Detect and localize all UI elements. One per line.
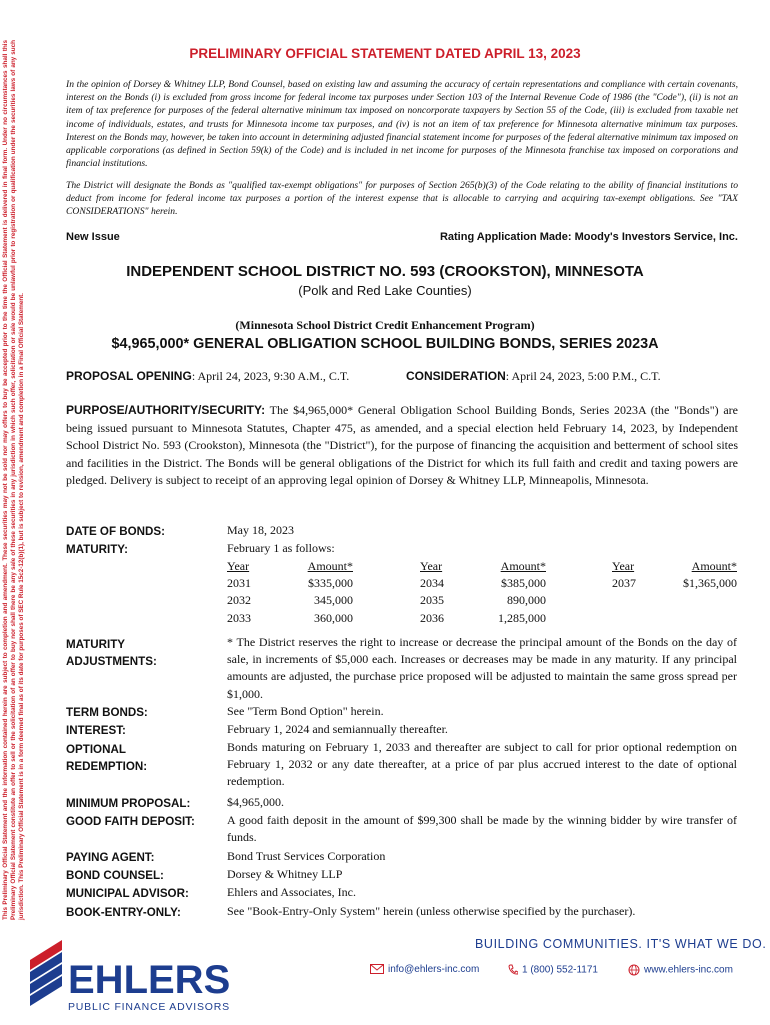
maturity-row (420, 610, 546, 627)
purpose-label: PURPOSE/AUTHORITY/SECURITY: (66, 403, 266, 417)
maturity-adjustments-label-line1: MATURITY (66, 638, 126, 651)
maturity-row (420, 592, 546, 609)
purpose-text: The $4,965,000* General Obligation School Building Bonds, Series 2023A (the "Bonds") are being issued pursuant to Minnesota Statutes, Chapter 475, as amended, and a special election held February 14, 2023, by Independent School District No. 593 (Crookston), Minnesota (the "District"), for the purpose of financing the acquisition and betterment of school sites and facilities in the District. The Bonds will be general obligations of the District for which its full faith and credit and taxing powers are pledged. Delivery is subject to receipt of an approving legal opinion of Dorsey & Whitney LLP, Minneapolis, Minnesota. (66, 403, 738, 488)
maturity-year: 2033 (227, 610, 251, 625)
year-header: Year (227, 559, 250, 573)
book-entry-only-value: See "Book-Entry-Only System" herein (unless otherwise specified by the purchaser). (227, 904, 636, 918)
maturity-year: 2037 (612, 576, 636, 591)
program-title: (Minnesota School District Credit Enhancement Program) (235, 318, 535, 332)
new-issue-label: New Issue (66, 231, 120, 243)
maturity-amount: $335,000 (308, 576, 353, 591)
proposal-opening-value: : April 24, 2023, 9:30 A.M., C.T. (191, 369, 350, 383)
bond-counsel-label: BOND COUNSEL: (66, 869, 164, 882)
maturity-column-3 (612, 558, 737, 592)
maturity-column-2 (420, 558, 546, 627)
preliminary-header: PRELIMINARY OFFICIAL STATEMENT DATED APRIL 13, 2023 (189, 46, 581, 61)
email-text[interactable]: info@ehlers-inc.com (388, 964, 480, 975)
email-icon (370, 964, 384, 974)
proposal-opening-label: PROPOSAL OPENING (66, 369, 192, 383)
book-entry-only-label: BOOK-ENTRY-ONLY: (66, 906, 181, 919)
municipal-advisor-label: MUNICIPAL ADVISOR: (66, 887, 189, 900)
bond-counsel-value: Dorsey & Whitney LLP (227, 867, 343, 881)
disclaimer-sidebar (2, 40, 46, 920)
district-title: INDEPENDENT SCHOOL DISTRICT NO. 593 (CROOKSTON), MINNESOTA (126, 263, 644, 280)
web-contact[interactable] (628, 964, 733, 976)
minimum-proposal-value: $4,965,000. (227, 795, 284, 809)
maturity-amount: 890,000 (507, 593, 546, 608)
email-contact[interactable] (370, 964, 479, 975)
maturity-year: 2036 (420, 610, 444, 625)
consideration-value: : April 24, 2023, 5:00 P.M., C.T. (505, 369, 661, 383)
interest-value: February 1, 2024 and semiannually thereafter. (227, 722, 448, 736)
good-faith-deposit-label: GOOD FAITH DEPOSIT: (66, 815, 195, 828)
maturity-amount: 360,000 (314, 610, 353, 625)
counties: (Polk and Red Lake Counties) (298, 283, 472, 298)
rating-label: Rating Application Made: Moody's Investors Service, Inc. (439, 231, 738, 243)
issue-row (66, 231, 738, 243)
ehlers-wordmark: EHLERS (68, 958, 231, 1002)
maturity-year: 2034 (420, 576, 444, 591)
municipal-advisor-value: Ehlers and Associates, Inc. (227, 885, 356, 899)
proposal-opening (66, 369, 349, 384)
maturity-amount: $1,365,000 (683, 576, 737, 591)
year-header: Year (612, 559, 635, 573)
maturity-intro: February 1 as follows: (227, 541, 335, 555)
amount-header: Amount* (307, 559, 353, 573)
maturity-year: 2032 (227, 593, 251, 608)
maturity-year: 2035 (420, 593, 444, 608)
disclaimer-text: This Preliminary Official Statement and the information contained herein are subject to completion and amendment. These securities may not be sold nor may offers to buy be accepted prior to the time the Official Statement is delivered in final form. Under no circumstances shall this Preliminary Official Statement constitute an offer to sell or the solicitation of an offer to buy nor shall there be any sale of these securities in any jurisdiction in which such offer, solicitation or sale would be unlawful prior to registration or qualification under the securities laws of any such jurisdiction. This Preliminary Official Statement is in a form deemed final as of its date for purposes of SEC Rule 15c2-12(b)(1), but is subject to revision, amendment and completion in a Final Official Statement. (2, 40, 25, 920)
phone-icon (508, 964, 518, 976)
ehlers-subtitle: PUBLIC FINANCE ADVISORS (68, 1001, 230, 1013)
interest-label: INTEREST: (66, 724, 126, 737)
paying-agent-label: PAYING AGENT: (66, 851, 155, 864)
amount-header: Amount* (500, 559, 546, 573)
globe-icon (628, 964, 640, 976)
date-of-bonds-value: May 18, 2023 (227, 523, 294, 537)
maturity-amount: $385,000 (501, 576, 546, 591)
date-of-bonds-label: DATE OF BONDS: (66, 525, 165, 538)
maturity-amount: 1,285,000 (498, 610, 546, 625)
phone-contact[interactable] (508, 964, 598, 976)
maturity-adjustments-label (66, 636, 157, 670)
maturity-adjustments-label-line2: ADJUSTMENTS: (66, 655, 157, 668)
optional-redemption-label-line2: REDEMPTION: (66, 760, 148, 773)
phone-text[interactable]: 1 (800) 552-1171 (522, 964, 598, 976)
web-text[interactable]: www.ehlers-inc.com (644, 964, 733, 976)
maturity-year: 2031 (227, 576, 251, 591)
maturity-label: MATURITY: (66, 543, 129, 556)
maturity-row (227, 592, 353, 609)
qualified-note: The District will designate the Bonds as "qualified tax-exempt obligations" for purposes of Section 265(b)(3) of the Code relating to the ability of financial institutions to deduct from income for federal income tax purposes a portion of the interest expense that is allocable to carrying and acquiring tax-exempt obligations. See "TAX CONSIDERATIONS" herein. (66, 180, 738, 218)
maturity-amount: 345,000 (314, 593, 353, 608)
maturity-row (227, 575, 353, 592)
optional-redemption-value: Bonds maturing on February 1, 2033 and thereafter are subject to call for prior optional redemption on February 1, 2032 or any date thereafter, at a price of par plus accrued interest to the date of optional redemption. (227, 740, 737, 789)
amount-header: Amount* (691, 559, 737, 573)
maturity-row (420, 575, 546, 592)
paying-agent-value: Bond Trust Services Corporation (227, 849, 386, 863)
tax-opinion: In the opinion of Dorsey & Whitney LLP, Bond Counsel, based on existing law and assuming the accuracy of certain representations and compliance with certain covenants, interest on the Bonds (i) is excluded from gross income for federal income tax purposes under Section 103 of the Internal Revenue Code of 1986 (the "Code"), (ii) is not an item of tax preference for purposes of the federal alternative minimum tax imposed on noncorporate taxpayers by Section 55 of the Code, (iii) is excluded from taxable net income of individuals, estates, and trusts for Minnesota income tax purposes, and (iv) is not an item of tax preference for Minnesota alternative minimum tax purposes. Interest on the Bonds may, however, be taken into account in determining adjusted financial statement income for purposes of the federal alternative minimum tax imposed on applicable corporations (as defined in Section 59(k) of the Code) and is included in net income for purposes of the Minnesota franchise tax imposed on corporations and financial institutions. (66, 79, 738, 170)
maturity-row (227, 610, 353, 627)
ehlers-logo-mark (26, 930, 236, 1020)
optional-redemption-label-line1: OPTIONAL (66, 743, 126, 756)
term-bonds-value: See "Term Bond Option" herein. (227, 704, 384, 718)
consideration-label: CONSIDERATION (406, 369, 506, 383)
minimum-proposal-label: MINIMUM PROPOSAL: (66, 797, 191, 810)
bond-title: $4,965,000* GENERAL OBLIGATION SCHOOL BUILDING BONDS, SERIES 2023A (111, 336, 659, 352)
maturity-adjustments-value: * The District reserves the right to increase or decrease the principal amount of the Bonds on the day of sale, in increments of $5,000 each. Increases or decreases may be made in any maturity. If any principal amounts are adjusted, the purchase price proposed will be adjusted to maintain the same gross spread per $1,000. (227, 635, 737, 701)
maturity-row (612, 575, 737, 592)
year-header: Year (420, 559, 443, 573)
tagline: BUILDING COMMUNITIES. IT'S WHAT WE DO. (475, 937, 767, 951)
maturity-column-1 (227, 558, 353, 627)
optional-redemption-label (66, 741, 147, 775)
consideration (406, 369, 661, 384)
good-faith-deposit-value: A good faith deposit in the amount of $99,300 shall be made by the winning bidder by wire transfer of funds. (227, 813, 737, 845)
purpose-paragraph (66, 402, 738, 490)
ehlers-logo (26, 930, 236, 1020)
term-bonds-label: TERM BONDS: (66, 706, 148, 719)
